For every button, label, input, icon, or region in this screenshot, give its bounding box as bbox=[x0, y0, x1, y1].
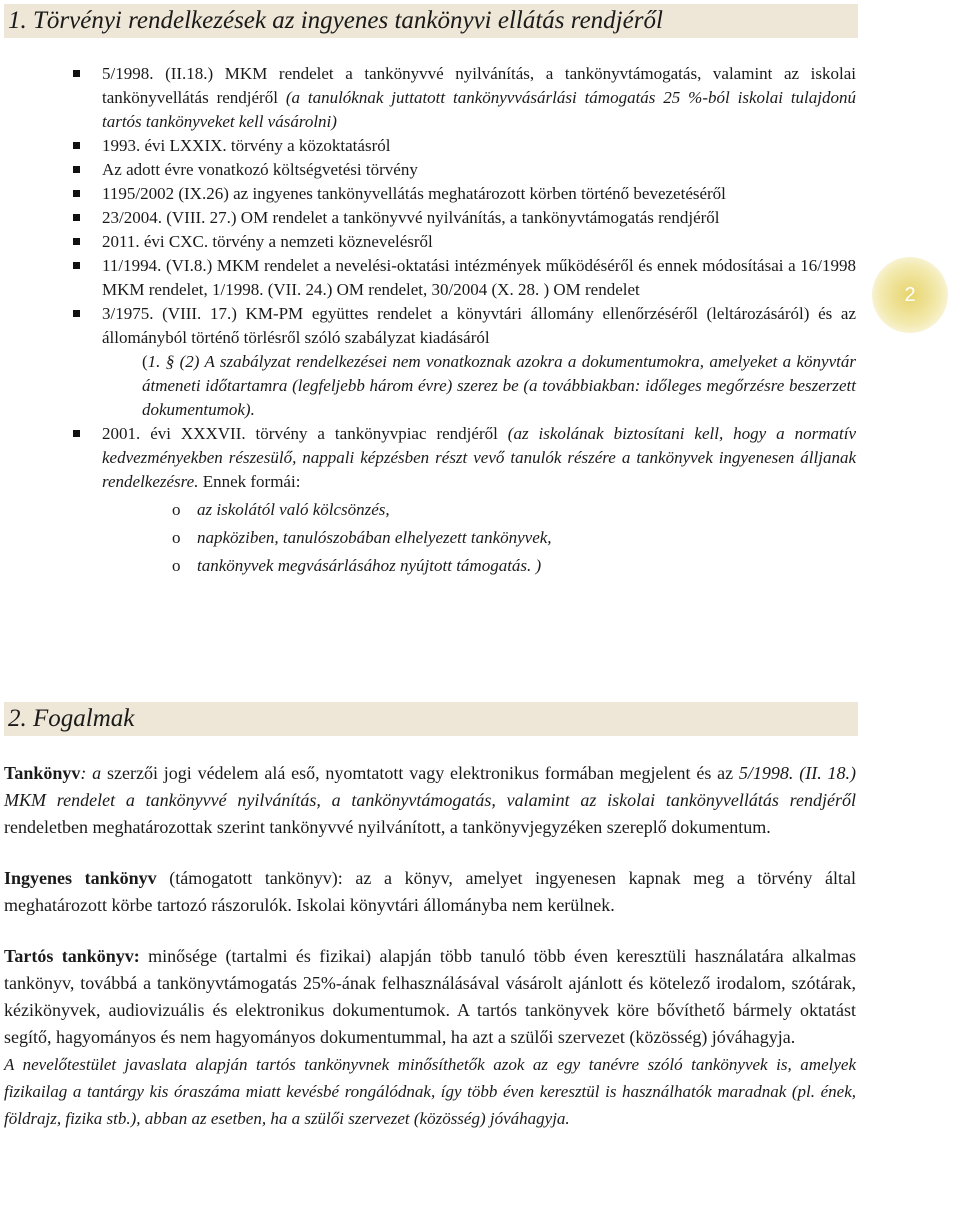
sub-item-text: az iskolától való kölcsönzés, bbox=[197, 500, 390, 519]
definitions bbox=[4, 760, 856, 1132]
definition-text: rendeletben meghatározottak szerint tankönyvvé nyilvánított, a tankönyvjegyzéken szereplő dokumentum. bbox=[4, 817, 771, 837]
list-item bbox=[70, 134, 856, 158]
sub-list-item bbox=[172, 524, 856, 552]
item-text: 1993. évi LXXIX. törvény a közoktatásról bbox=[102, 136, 391, 155]
item-forms: Ennek formái: bbox=[202, 472, 301, 491]
list-item bbox=[70, 422, 856, 580]
definition-note: A nevelőtestület javaslata alapján tartós tankönyvnek minősíthetők azok az egy tanévre szóló tankönyvek is, amelyek fizikailag a tantárgy kis óraszáma miatt kevésbé rongálódnak, így több éven keresztül is használhatók maradnak (pl. ének, földrajz, fizika stb.), abban az esetben, ha a szülői szervezet (közösség) jóváhagyja. bbox=[4, 1055, 856, 1128]
bullet-marker: o bbox=[172, 528, 181, 547]
list-item bbox=[70, 230, 856, 254]
item-text: Az adott évre vonatkozó költségvetési törvény bbox=[102, 160, 418, 179]
definition-text: (támogatott tankönyv): az a könyv, amelyet ingyenesen kapnak meg a törvény által meghatározott körbe tartozó rászorulók. Iskolai könyvtári állományba nem kerülnek. bbox=[4, 868, 856, 915]
term: Ingyenes tankönyv bbox=[4, 868, 157, 888]
term-sep: : a bbox=[80, 763, 102, 783]
item-note: (az iskolának biztosítani kell, hogy a normatív kedvezményekben részesülő, nappali képzésben részt vevő tanulók részére a tankönyvek ingyenesen álljanak rendelkezésre. bbox=[102, 424, 856, 491]
bullet-marker: o bbox=[172, 556, 181, 575]
definition-tartos-tankonyv bbox=[4, 943, 856, 1132]
legislation-list bbox=[70, 62, 856, 580]
definition-ref: 5/1998. (II. 18.) MKM rendelet a tankönyvvé nyilvánítás, a tankönyvtámogatás, valamint az iskolai tankönyvellátás rendjéről bbox=[4, 763, 856, 810]
list-item bbox=[70, 302, 856, 422]
term: Tankönyv bbox=[4, 763, 81, 783]
section-2-heading: 2. Fogalmak bbox=[4, 702, 858, 736]
definition-text: szerzői jogi védelem alá eső, nyomtatott vagy elektronikus formában megjelent és az bbox=[101, 763, 739, 783]
item-text: 2011. évi CXC. törvény a nemzeti köznevelésről bbox=[102, 232, 433, 251]
page-number-badge: 2 bbox=[872, 257, 948, 333]
list-item bbox=[70, 206, 856, 230]
sub-list-item bbox=[172, 496, 856, 524]
item-text: 2001. évi XXXVII. törvény a tankönyvpiac rendjéről bbox=[102, 424, 508, 443]
item-text: 3/1975. (VIII. 17.) KM-PM együttes rendelet a könyvtári állomány ellenőrzéséről (leltározásáról) és az állományból történő törlésről szóló szabályzat kiadásáról bbox=[102, 304, 856, 347]
definition-ingyenes-tankonyv bbox=[4, 865, 856, 919]
sub-item-text: napköziben, tanulószobában elhelyezett tankönyvek, bbox=[197, 528, 552, 547]
term: Tartós tankönyv: bbox=[4, 946, 140, 966]
bullet-marker: o bbox=[172, 500, 181, 519]
list-item bbox=[70, 254, 856, 302]
item-text: 5/1998. (II.18.) MKM rendelet a tankönyvvé nyilvánítás, a tankönyvtámogatás, valamint az iskolai tankönyvellátás rendjéről bbox=[102, 64, 856, 107]
item-note: (a tanulóknak juttatott tankönyvvásárlási támogatás 25 %-ból iskolai tulajdonú tartós tankönyveket kell vásárolni) bbox=[102, 88, 856, 131]
sub-item-text: tankönyvek megvásárlásához nyújtott támogatás. ) bbox=[197, 556, 542, 575]
section-1-heading: 1. Törvényi rendelkezések az ingyenes tankönyvi ellátás rendjéről bbox=[4, 4, 858, 38]
quote-text: 1. § (2) A szabályzat rendelkezései nem vonatkoznak azokra a dokumentumokra, amelyeket a könyvtár átmeneti időtartamra (legfeljebb három évre) szerez be (a továbbiakban: időleges megőrzésre beszerzett dokumentumok). bbox=[142, 352, 856, 419]
sub-list-item bbox=[172, 552, 856, 580]
forms-list bbox=[102, 496, 856, 580]
list-item bbox=[70, 62, 856, 134]
item-quote bbox=[102, 350, 856, 422]
item-text: 23/2004. (VIII. 27.) OM rendelet a tankönyvvé nyilvánítás, a tankönyvtámogatás rendjéről bbox=[102, 208, 720, 227]
item-text: 1195/2002 (IX.26) az ingyenes tankönyvellátás meghatározott körben történő bevezetéséről bbox=[102, 184, 726, 203]
list-item bbox=[70, 182, 856, 206]
definition-tankonyv bbox=[4, 760, 856, 841]
definition-text: minősége (tartalmi és fizikai) alapján több tanuló több éven keresztüli használatára alkalmas tankönyv, továbbá a tankönyvtámogatás 25%-ának felhasználásával vásárolt ajánlott és kötelező irodalom, szótárak, kézikönyvek, audiovizuális és elektronikus dokumentumok. A tartós tankönyvek köre bővíthető bármely oktatást segítő, hagyományos és nem hagyományos dokumentummal, ha azt a szülői szervezet (közösség) jóváhagyja. bbox=[4, 946, 856, 1047]
list-item bbox=[70, 158, 856, 182]
quote-open: ( bbox=[142, 352, 148, 371]
item-text: 11/1994. (VI.8.) MKM rendelet a nevelési-oktatási intézmények működéséről és ennek módosításai a 16/1998 MKM rendelet, 1/1998. (VII. 24.) OM rendelet, 30/2004 (X. 28. ) OM rendelet bbox=[102, 256, 856, 299]
